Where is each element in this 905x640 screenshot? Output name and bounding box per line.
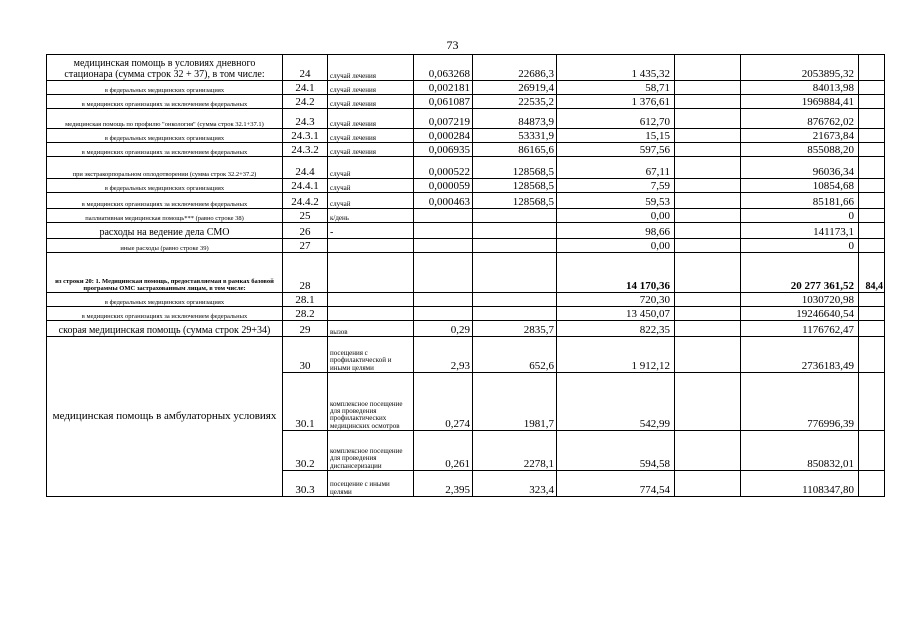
- row-value-2: 323,4: [473, 471, 557, 497]
- row-value-4: [675, 109, 741, 129]
- row-value-4: [675, 209, 741, 223]
- row-value-1: 0,261: [414, 431, 473, 471]
- row-value-2: [473, 209, 557, 223]
- ambulatory-section-name: медицинская помощь в амбулаторных условиях: [47, 337, 283, 497]
- row-value-4: [675, 239, 741, 253]
- row-value-3: 1 435,32: [557, 55, 675, 81]
- row-value-6: [859, 157, 885, 179]
- row-unit: [328, 239, 414, 253]
- row-value-2: 2835,7: [473, 321, 557, 337]
- row-unit: [328, 307, 414, 321]
- table-row: [47, 253, 885, 293]
- row-unit: к/день: [328, 209, 414, 223]
- row-value-3: 594,58: [557, 431, 675, 471]
- row-value-3: 7,59: [557, 179, 675, 193]
- row-value-1: 0,000284: [414, 129, 473, 143]
- row-value-2: 128568,5: [473, 193, 557, 209]
- row-value-6: [859, 109, 885, 129]
- row-value-3: 58,71: [557, 81, 675, 95]
- row-code: 30.3: [283, 471, 328, 497]
- row-name: в федеральных медицинских организациях: [47, 81, 283, 95]
- row-value-2: 53331,9: [473, 129, 557, 143]
- row-value-1: 0,006935: [414, 143, 473, 157]
- row-value-4: [675, 471, 741, 497]
- row-value-2: 128568,5: [473, 157, 557, 179]
- row-value-6: 84,4: [859, 253, 885, 293]
- row-value-6: [859, 307, 885, 321]
- row-name: в федеральных медицинских организациях: [47, 129, 283, 143]
- row-name: скорая медицинская помощь (сумма строк 29+34): [47, 321, 283, 337]
- row-unit: посещения с профилактической и иными целями: [328, 337, 414, 373]
- row-value-1: 0,000463: [414, 193, 473, 209]
- row-value-6: [859, 95, 885, 109]
- row-value-4: [675, 129, 741, 143]
- row-unit: случай лечения: [328, 129, 414, 143]
- row-value-2: 86165,6: [473, 143, 557, 157]
- row-value-2: [473, 293, 557, 307]
- row-value-5: 776996,39: [741, 373, 859, 431]
- row-value-1: 0,007219: [414, 109, 473, 129]
- row-code: 24.1: [283, 81, 328, 95]
- row-unit: комплексное посещение для проведения диспансеризации: [328, 431, 414, 471]
- row-value-4: [675, 293, 741, 307]
- row-value-1: 0,274: [414, 373, 473, 431]
- row-value-3: 14 170,36: [557, 253, 675, 293]
- row-value-1: 0,063268: [414, 55, 473, 81]
- row-code: 30.2: [283, 431, 328, 471]
- row-value-1: 0,29: [414, 321, 473, 337]
- row-value-5: 10854,68: [741, 179, 859, 193]
- row-code: 24.2: [283, 95, 328, 109]
- row-value-4: [675, 143, 741, 157]
- row-value-1: [414, 293, 473, 307]
- medical-care-table: [46, 54, 885, 497]
- row-value-5: 2736183,49: [741, 337, 859, 373]
- row-value-1: 2,395: [414, 471, 473, 497]
- row-name: в федеральных медицинских организациях: [47, 293, 283, 307]
- row-value-4: [675, 253, 741, 293]
- row-code: 30: [283, 337, 328, 373]
- row-unit: посещение с иными целями: [328, 471, 414, 497]
- row-value-5: 1030720,98: [741, 293, 859, 307]
- row-value-1: [414, 223, 473, 239]
- row-value-3: 59,53: [557, 193, 675, 209]
- row-value-5: 1969884,41: [741, 95, 859, 109]
- row-name: при экстракорпоральном оплодотворении (сумма строк 32.2+37.2): [47, 157, 283, 179]
- row-unit: случай лечения: [328, 109, 414, 129]
- row-value-1: 0,002181: [414, 81, 473, 95]
- row-value-6: [859, 321, 885, 337]
- row-value-6: [859, 179, 885, 193]
- row-code: 26: [283, 223, 328, 239]
- row-value-4: [675, 337, 741, 373]
- row-value-4: [675, 81, 741, 95]
- row-value-6: [859, 209, 885, 223]
- row-value-4: [675, 373, 741, 431]
- table-row: [47, 81, 885, 95]
- row-value-3: 0,00: [557, 209, 675, 223]
- row-value-1: 0,000059: [414, 179, 473, 193]
- row-value-2: 22535,2: [473, 95, 557, 109]
- row-name: иные расходы (равно строке 39): [47, 239, 283, 253]
- row-code: 24.4.2: [283, 193, 328, 209]
- row-unit: -: [328, 223, 414, 239]
- row-name: медицинская помощь в условиях дневного стационара (сумма строк 32 + 37), в том числе:: [47, 55, 283, 81]
- row-value-4: [675, 193, 741, 209]
- row-name: в медицинских организациях за исключением федеральных: [47, 95, 283, 109]
- row-value-1: [414, 239, 473, 253]
- row-value-5: 855088,20: [741, 143, 859, 157]
- row-unit: случай лечения: [328, 143, 414, 157]
- table-row: [47, 95, 885, 109]
- row-name: в медицинских организациях за исключением федеральных: [47, 143, 283, 157]
- row-value-5: 0: [741, 239, 859, 253]
- row-name: расходы на ведение дела СМО: [47, 223, 283, 239]
- row-value-3: 597,56: [557, 143, 675, 157]
- row-value-1: [414, 209, 473, 223]
- table-row: [47, 223, 885, 239]
- row-code: 24: [283, 55, 328, 81]
- row-value-3: 1 912,12: [557, 337, 675, 373]
- row-value-3: 13 450,07: [557, 307, 675, 321]
- row-value-1: 2,93: [414, 337, 473, 373]
- row-value-3: 15,15: [557, 129, 675, 143]
- row-code: 24.3.1: [283, 129, 328, 143]
- row-name: в медицинских организациях за исключением федеральных: [47, 193, 283, 209]
- row-unit: [328, 253, 414, 293]
- row-value-5: 20 277 361,52: [741, 253, 859, 293]
- row-value-1: [414, 253, 473, 293]
- row-code: 29: [283, 321, 328, 337]
- row-value-5: 21673,84: [741, 129, 859, 143]
- row-value-1: [414, 307, 473, 321]
- row-value-2: 22686,3: [473, 55, 557, 81]
- row-value-5: 1176762,47: [741, 321, 859, 337]
- table-row: [47, 157, 885, 179]
- row-value-4: [675, 157, 741, 179]
- row-value-6: [859, 293, 885, 307]
- row-value-6: [859, 143, 885, 157]
- row-value-5: 2053895,32: [741, 55, 859, 81]
- row-value-4: [675, 431, 741, 471]
- row-value-3: 1 376,61: [557, 95, 675, 109]
- row-code: 30.1: [283, 373, 328, 431]
- row-unit: вызов: [328, 321, 414, 337]
- row-unit: случай: [328, 179, 414, 193]
- row-value-4: [675, 307, 741, 321]
- row-unit: комплексное посещение для проведения профилактических медицинских осмотров: [328, 373, 414, 431]
- row-value-6: [859, 373, 885, 431]
- row-value-5: 19246640,54: [741, 307, 859, 321]
- row-value-3: 0,00: [557, 239, 675, 253]
- row-value-3: 612,70: [557, 109, 675, 129]
- row-value-4: [675, 179, 741, 193]
- row-value-3: 774,54: [557, 471, 675, 497]
- row-code: 28.2: [283, 307, 328, 321]
- row-value-3: 822,35: [557, 321, 675, 337]
- row-value-6: [859, 337, 885, 373]
- row-code: 24.3.2: [283, 143, 328, 157]
- row-code: 24.4: [283, 157, 328, 179]
- row-value-2: 84873,9: [473, 109, 557, 129]
- row-value-6: [859, 223, 885, 239]
- row-value-4: [675, 95, 741, 109]
- row-unit: случай лечения: [328, 81, 414, 95]
- row-value-5: 141173,1: [741, 223, 859, 239]
- row-value-6: [859, 129, 885, 143]
- row-unit: случай: [328, 157, 414, 179]
- table-row: [47, 307, 885, 321]
- row-value-2: [473, 307, 557, 321]
- row-value-5: 85181,66: [741, 193, 859, 209]
- table-row: [47, 109, 885, 129]
- row-value-4: [675, 321, 741, 337]
- row-value-5: 876762,02: [741, 109, 859, 129]
- row-code: 28: [283, 253, 328, 293]
- row-value-3: 720,30: [557, 293, 675, 307]
- row-value-2: [473, 239, 557, 253]
- row-value-2: 2278,1: [473, 431, 557, 471]
- row-value-5: 84013,98: [741, 81, 859, 95]
- row-name: паллиативная медицинская помощь*** (равно строке 38): [47, 209, 283, 223]
- row-code: 27: [283, 239, 328, 253]
- table-row: [47, 193, 885, 209]
- row-value-4: [675, 223, 741, 239]
- row-value-3: 542,99: [557, 373, 675, 431]
- row-value-5: 1108347,80: [741, 471, 859, 497]
- row-value-4: [675, 55, 741, 81]
- row-value-2: 1981,7: [473, 373, 557, 431]
- table-row: [47, 179, 885, 193]
- row-value-1: 0,000522: [414, 157, 473, 179]
- table-row: [47, 337, 885, 373]
- table-row: [47, 239, 885, 253]
- row-name: из строки 20: 1. Медицинская помощь, предоставляемая в рамках базовой программы ОМС застрахованным лицам, в том числе:: [47, 253, 283, 293]
- row-code: 28.1: [283, 293, 328, 307]
- row-value-5: 96036,34: [741, 157, 859, 179]
- row-value-3: 98,66: [557, 223, 675, 239]
- table-row: [47, 293, 885, 307]
- page-number: 73: [446, 38, 459, 52]
- row-code: 25: [283, 209, 328, 223]
- row-value-1: 0,061087: [414, 95, 473, 109]
- row-value-6: [859, 81, 885, 95]
- table-row: [47, 129, 885, 143]
- row-value-2: 128568,5: [473, 179, 557, 193]
- row-value-2: [473, 223, 557, 239]
- row-unit: [328, 293, 414, 307]
- row-unit: случай: [328, 193, 414, 209]
- row-value-6: [859, 431, 885, 471]
- row-value-6: [859, 193, 885, 209]
- row-code: 24.3: [283, 109, 328, 129]
- row-value-6: [859, 471, 885, 497]
- table-row: [47, 143, 885, 157]
- row-value-5: 850832,01: [741, 431, 859, 471]
- table-row: [47, 55, 885, 81]
- row-value-6: [859, 55, 885, 81]
- row-unit: случай лечения: [328, 95, 414, 109]
- row-value-3: 67,11: [557, 157, 675, 179]
- row-code: 24.4.1: [283, 179, 328, 193]
- row-value-2: 26919,4: [473, 81, 557, 95]
- row-name: медицинская помощь по профилю "онкология" (сумма строк 32.1+37.1): [47, 109, 283, 129]
- table-row: [47, 321, 885, 337]
- table-row: [47, 209, 885, 223]
- row-value-2: 652,6: [473, 337, 557, 373]
- row-name: в федеральных медицинских организациях: [47, 179, 283, 193]
- row-value-5: 0: [741, 209, 859, 223]
- row-name: в медицинских организациях за исключением федеральных: [47, 307, 283, 321]
- row-value-6: [859, 239, 885, 253]
- row-unit: случай лечения: [328, 55, 414, 81]
- row-value-2: [473, 253, 557, 293]
